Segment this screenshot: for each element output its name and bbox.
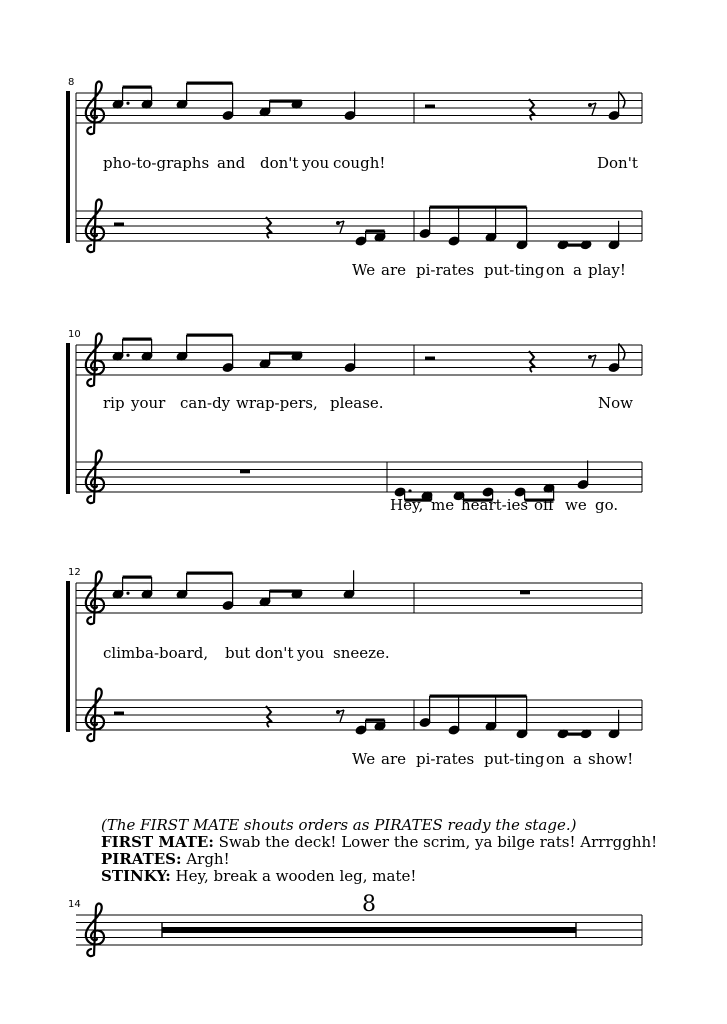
whole-rest [240,470,250,474]
lyric-word: play! [588,261,626,279]
eighth-flag [619,344,625,360]
multirest-count: 8 [362,892,376,917]
lyric-word: put-ting [484,261,545,279]
staff-voice-2 [76,200,642,279]
beam [123,86,152,89]
dialogue-text: Swab the deck! Lower the scrim, ya bilge rats! Arrrgghh! [213,833,658,851]
lyric-word: you [302,154,330,172]
staff-voice-2 [76,689,642,768]
half-rest [114,712,124,716]
lyric-word: you [297,644,325,662]
staff-voice-1 [76,334,642,413]
beam [187,82,233,85]
system-bracket [66,91,70,243]
half-rest [114,223,124,227]
beam [123,338,152,341]
dialogue-line [101,834,701,851]
dot [408,489,411,492]
quarter-rest [266,706,272,727]
beam [270,352,302,355]
beam [270,590,302,593]
lyric-word: we [565,496,587,514]
speaker-name: STINKY: [101,867,171,885]
speaker-name: FIRST MATE: [101,833,214,851]
lyric-word: cough! [333,154,386,172]
lyric-word: pho-to-graphs [103,154,210,172]
lyric-word: on [546,750,565,768]
measure-number: 8 [68,77,75,88]
lyric-word: go. [595,496,619,514]
lyric-word: please. [330,394,384,412]
lyric-word: sneeze. [333,644,390,662]
speaker-name: PIRATES: [101,850,182,868]
lyric-word: show! [588,750,634,768]
lyric-word: me [431,496,455,514]
dot [126,354,129,357]
lyric-word: off [534,496,554,514]
dialogue-text: Hey, break a wooden leg, mate! [170,867,417,885]
dialogue-line [101,868,701,885]
lyric-word: are [381,750,406,768]
lyric-word: a [573,750,582,768]
beam [187,572,233,575]
dot [126,592,129,595]
lyric-word: Hey, [390,496,424,514]
lyric-word: wrap-pers, [236,394,318,412]
lyric-word: your [131,394,166,412]
lyric-word: rip [103,394,125,412]
system [66,77,642,279]
beam [366,719,385,722]
lyric-word: Now [598,394,633,412]
lyric-word: don't [260,154,299,172]
lyric-word: don't [255,644,294,662]
lyric-word: pi-rates [416,750,475,768]
beam [568,244,591,247]
beam [270,100,302,103]
lyric-word: Don't [597,154,638,172]
beam [430,206,527,209]
system-bracket [66,581,70,732]
beam [123,576,152,579]
beam [568,733,591,736]
staff-voice-1 [76,570,642,662]
lyric-word: a-board, [145,644,209,662]
beam [430,695,527,698]
system [66,329,642,514]
measure-number: 12 [68,567,81,578]
beam [366,230,385,233]
lyric-word: pi-rates [416,261,475,279]
quarter-rest [266,217,272,238]
eighth-flag [619,92,625,108]
multirest-bar [162,927,576,933]
dialogue-block [101,817,701,885]
stage-direction: (The FIRST MATE shouts orders as PIRATES ready the stage.) [101,816,577,834]
system [66,567,642,768]
half-rest [425,357,435,361]
lyric-word: We [352,261,376,279]
dialogue-text: Argh! [181,850,230,868]
system-bracket [66,343,70,494]
lyric-word: climb [103,644,145,662]
measure-number: 14 [68,899,81,910]
dialogue-line [101,851,701,868]
final-staff [68,892,642,956]
lyric-word: and [217,154,246,172]
lyric-word: but [225,644,251,662]
lyric-word: on [546,261,565,279]
staff-voice-1 [76,82,642,173]
lyric-word: a [573,261,582,279]
lyric-word: put-ting [484,750,545,768]
quarter-rest [529,99,535,120]
half-rest [425,105,435,109]
quarter-rest [529,351,535,372]
lyric-word: We [352,750,376,768]
staff-voice-2 [76,451,642,514]
lyric-word: can-dy [180,394,231,412]
beam [187,334,233,337]
lyric-word: heart-ies [461,496,529,514]
lyric-word: are [381,261,406,279]
whole-rest [520,591,530,595]
measure-number: 10 [68,329,81,340]
dot [126,102,129,105]
